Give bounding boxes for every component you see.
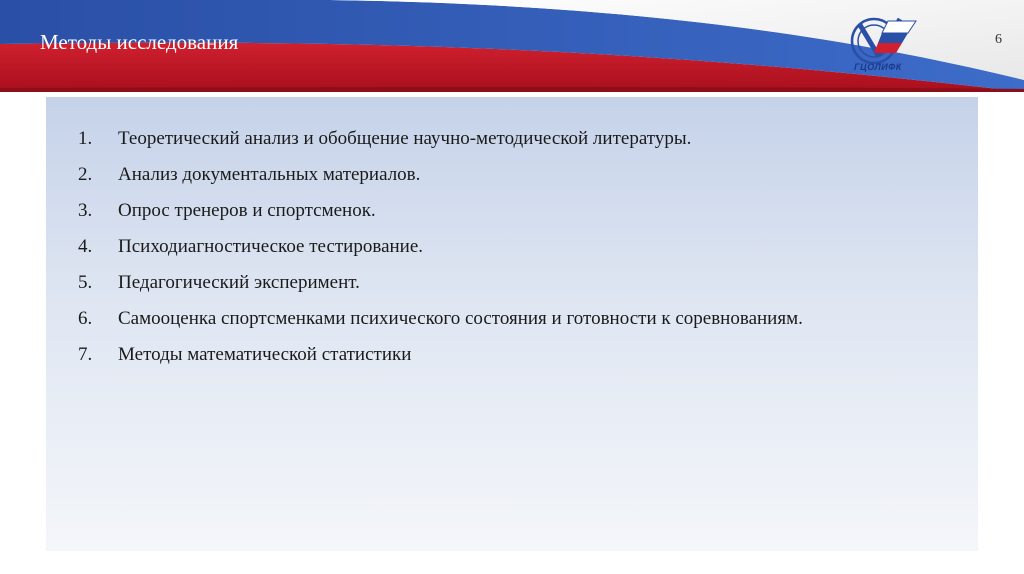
list-item: [78, 235, 938, 258]
list-item-number: 4.: [78, 236, 93, 257]
list-item-text: Самооценка спортсменками психического состояния и готовности к соревнованиям.: [118, 308, 803, 329]
list-item-number: 6.: [78, 308, 93, 329]
list-item-text: Теоретический анализ и обобщение научно-методической литературы.: [118, 128, 692, 149]
list-item-number: 1.: [78, 128, 93, 149]
list-item-number: 2.: [78, 164, 93, 185]
list-item: [78, 307, 938, 330]
list-item: [78, 127, 938, 150]
list-item-text: Опрос тренеров и спортсменок.: [118, 200, 376, 221]
list-item-text: Психодиагностическое тестирование.: [118, 236, 424, 257]
list-item: [78, 271, 938, 294]
list-item: [78, 343, 938, 366]
methods-list: [78, 127, 938, 379]
list-item: [78, 163, 938, 186]
content-panel: [46, 97, 978, 551]
list-item-text: Педагогический эксперимент.: [118, 272, 360, 293]
list-item-number: 7.: [78, 344, 93, 365]
page-number: 6: [995, 32, 1002, 47]
list-item-text: Методы математической статистики: [118, 344, 412, 365]
logo-label: ГЦОЛИФК: [854, 62, 902, 72]
list-item-text: Анализ документальных материалов.: [118, 164, 421, 185]
list-item: [78, 199, 938, 222]
slide-title: Методы исследования: [40, 30, 239, 54]
list-item-number: 5.: [78, 272, 93, 293]
list-item-number: 3.: [78, 200, 93, 221]
